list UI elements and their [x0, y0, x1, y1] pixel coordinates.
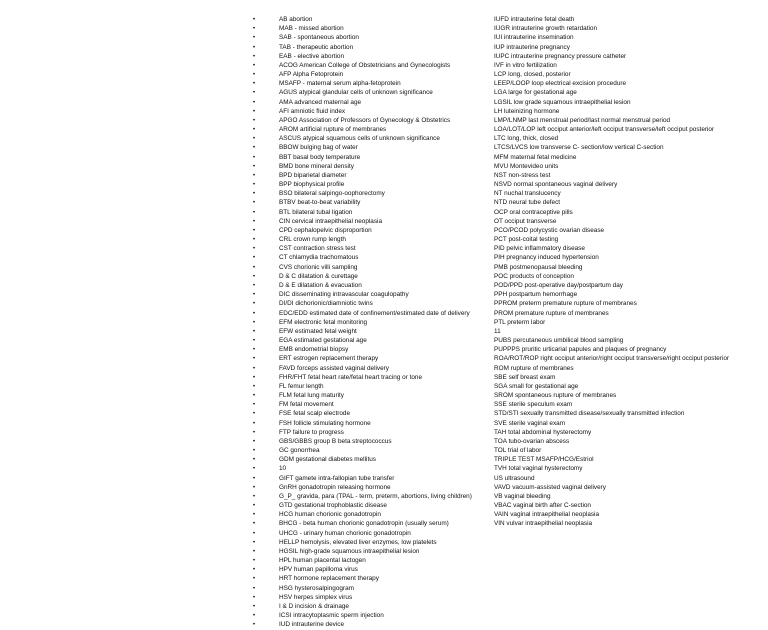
- list-item: HSG hysterosalpingogram: [279, 584, 354, 592]
- list-item: BMD bone mineral density: [279, 162, 354, 170]
- bullet-glyph: •: [252, 337, 256, 345]
- bullet-glyph: •: [252, 566, 256, 574]
- bullet-glyph: •: [252, 272, 256, 280]
- bullet-glyph: •: [252, 300, 256, 308]
- list-item: BHCG - beta human chorionic gonadotropin (usually serum): [279, 520, 449, 528]
- list-item: LEEP/LOOP loop electrical excision procedure: [494, 80, 627, 88]
- list-item: EDC/EDD estimated date of confinement/estimated date of delivery: [279, 309, 470, 317]
- bullet-glyph: •: [252, 43, 256, 51]
- bullet-glyph: •: [252, 603, 256, 610]
- bullet-glyph: •: [252, 318, 256, 326]
- list-item: TOA tubo-ovarian abscess: [494, 437, 570, 445]
- bullet-glyph: •: [252, 465, 256, 473]
- list-item: GnRH gonadotropin releasing hormone: [279, 483, 391, 491]
- list-item: PMB postmenopausal bleeding: [494, 263, 583, 271]
- list-item: FTP failure to progress: [279, 428, 344, 436]
- list-item: LTCS/LVCS low transverse C- section/low vertical C-section: [494, 144, 664, 152]
- bullet-glyph: •: [252, 410, 256, 418]
- list-item: D & E dilatation & evacuation: [279, 281, 362, 289]
- list-item: NTD neural tube defect: [494, 199, 561, 207]
- bullet-glyph: •: [252, 575, 256, 583]
- bullet-glyph: •: [252, 52, 256, 60]
- list-item: TOL trial of labor: [494, 447, 542, 455]
- list-item: POD/PPD post-operative day/postpartum day: [494, 281, 623, 289]
- bullet-glyph: •: [252, 621, 256, 629]
- list-item: 10: [279, 465, 287, 473]
- list-item: PTL preterm labor: [494, 318, 546, 326]
- list-item: CT chlamydia trachomatous: [279, 254, 359, 262]
- list-item: SROM spontaneous rupture of membranes: [494, 392, 617, 400]
- bullet-glyph: •: [252, 144, 256, 152]
- list-item: AB abortion: [279, 16, 313, 23]
- list-item: PROM premature rupture of membranes: [494, 309, 609, 317]
- bullet-glyph: •: [252, 511, 256, 519]
- bullet-glyph: •: [252, 25, 256, 33]
- list-item: PPH postpartum hemorrhage: [494, 291, 578, 299]
- list-item: AFP Alpha Fetoprotein: [279, 71, 344, 79]
- list-item: LGSIL low grade squamous intraepithelial lesion: [494, 98, 631, 106]
- list-item: GDM gestational diabetes mellitus: [279, 456, 376, 464]
- list-item: FSE fetal scalp electrode: [279, 410, 351, 418]
- list-item: SSE sterile speculum exam: [494, 401, 573, 409]
- bullet-glyph: •: [252, 382, 256, 390]
- list-item: GTD gestational trophoblastic disease: [279, 502, 387, 510]
- bullet-column: [250, 15, 258, 630]
- list-item: NT nuchal translucency: [494, 190, 561, 198]
- list-item: EGA estimated gestational age: [279, 337, 367, 345]
- list-item: EFM electronic fetal monitoring: [279, 318, 368, 326]
- bullet-glyph: •: [252, 171, 256, 179]
- list-item: OT occiput transverse: [494, 217, 557, 225]
- bullet-glyph: •: [252, 281, 256, 289]
- list-item: TVH total vaginal hysterectomy: [494, 465, 583, 473]
- list-item: UHCG - urinary human chorionic gonadotropin: [279, 529, 411, 537]
- bullet-glyph: •: [252, 291, 256, 299]
- list-item: PCT post-coital testing: [494, 236, 559, 244]
- list-item: SAB - spontaneous abortion: [279, 34, 359, 42]
- list-item: HCG human chorionic gonadotropin: [279, 511, 381, 519]
- list-item: HPV human papilloma virus: [279, 566, 358, 574]
- bullet-glyph: •: [252, 89, 256, 97]
- bullet-glyph: •: [252, 373, 256, 381]
- bullet-glyph: •: [252, 236, 256, 244]
- list-item: ICSI intracytoplasmic sperm injection: [279, 612, 384, 620]
- bullet-glyph: •: [252, 419, 256, 427]
- bullet-glyph: •: [252, 199, 256, 207]
- list-item: MVU Montevideo units: [494, 162, 559, 170]
- list-item: AGUS atypical glandular cells of unknown significance: [279, 89, 433, 97]
- list-item: BPP biophysical profile: [279, 181, 345, 189]
- list-item: HGSIL high-grade squamous intraepithelial lesion: [279, 547, 420, 555]
- bullet-glyph: •: [252, 153, 256, 161]
- bullet-glyph: •: [252, 226, 256, 234]
- list-item: IUD intrauterine device: [279, 621, 345, 629]
- list-item: PCO/PCOD polycystic ovarian disease: [494, 226, 605, 234]
- list-item: FM fetal movement: [279, 401, 334, 409]
- list-item: NST non-stress test: [494, 171, 551, 179]
- bullet-glyph: •: [252, 392, 256, 400]
- list-item: D & C dilatation & curettage: [279, 272, 358, 280]
- list-item: VIN vulvar intraepithelial neoplasia: [494, 520, 593, 528]
- list-item: CRL crown rump length: [279, 236, 346, 244]
- bullet-glyph: •: [252, 181, 256, 189]
- list-item: FAVD forceps assisted vaginal delivery: [279, 364, 389, 372]
- list-item: LMP/LNMP last menstrual period/last normal menstrual period: [494, 116, 671, 124]
- list-item: IUFD intrauterine fetal death: [494, 16, 575, 23]
- list-item: HPL human placental lactogen: [279, 557, 366, 565]
- list-item: PUPPPS pruritic urticarial papules and plaques of pregnancy: [494, 346, 667, 354]
- list-item: OCP oral contraceptive pills: [494, 208, 573, 216]
- bullet-glyph: •: [252, 557, 256, 565]
- list-item: AFI amniotic fluid index: [279, 107, 346, 115]
- list-item: DIC disseminating intravascular coagulopathy: [279, 291, 409, 299]
- list-item: EAB - elective abortion: [279, 52, 345, 60]
- list-item: GC gonorrhea: [279, 447, 320, 455]
- bullet-glyph: •: [252, 217, 256, 225]
- bullet-glyph: •: [252, 346, 256, 354]
- list-item: STD/STI sexually transmitted disease/sexually transmitted infection: [494, 410, 685, 418]
- list-item: I & D incision & drainage: [279, 603, 349, 610]
- bullet-glyph: •: [252, 135, 256, 143]
- list-item: US ultrasound: [494, 474, 535, 482]
- list-item: CPD cephalopelvic disproportion: [279, 226, 372, 234]
- bullet-glyph: •: [252, 263, 256, 271]
- list-item: HSV herpes simplex virus: [279, 593, 353, 601]
- bullet-glyph: •: [252, 547, 256, 555]
- bullet-glyph: •: [252, 61, 256, 69]
- bullet-glyph: •: [252, 126, 256, 134]
- list-item: NSVD normal spontaneous vaginal delivery: [494, 181, 618, 189]
- bullet-glyph: •: [252, 584, 256, 592]
- list-item: VB vaginal bleeding: [494, 492, 551, 500]
- list-item: VBAC vaginal birth after C-section: [494, 502, 591, 510]
- list-item: BPD biparietal diameter: [279, 171, 347, 179]
- bullet-glyph: •: [252, 190, 256, 198]
- list-item: SVE sterile vaginal exam: [494, 419, 566, 427]
- list-item: TRIPLE TEST MSAFP/HCG/Estriol: [494, 456, 594, 464]
- list-item: GIFT gamete intra-fallopian tube transfer: [279, 474, 395, 482]
- bullet-glyph: •: [252, 208, 256, 216]
- list-item: MSAFP - maternal serum alpha-fetoprotein: [279, 80, 401, 88]
- bullet-glyph: •: [252, 520, 256, 528]
- bullet-glyph: •: [252, 483, 256, 491]
- bullet-glyph: •: [252, 71, 256, 79]
- bullet-glyph: •: [252, 474, 256, 482]
- list-item: LOA/LOT/LOP left occiput anterior/left occiput transverse/left occiput posterior: [494, 126, 715, 134]
- list-item: DI/DI dichorionic/diamniotic twins: [279, 300, 373, 308]
- bullet-glyph: •: [252, 116, 256, 124]
- bullet-glyph: •: [252, 456, 256, 464]
- bullet-glyph: •: [252, 80, 256, 88]
- list-item: IUPC intrauterine pregnancy pressure catheter: [494, 52, 627, 60]
- bullet-glyph: •: [252, 245, 256, 253]
- list-item: TAB - therapeutic abortion: [279, 43, 354, 51]
- bullet-glyph: •: [252, 327, 256, 335]
- list-item: VAVD vacuum-assisted vaginal delivery: [494, 483, 607, 491]
- list-item: IUGR intrauterine growth retardation: [494, 25, 598, 33]
- list-item: BTBV beat-to-beat variability: [279, 199, 361, 207]
- bullet-glyph: •: [252, 355, 256, 363]
- list-item: MFM maternal fetal medicine: [494, 153, 577, 161]
- list-item: AMA advanced maternal age: [279, 98, 362, 106]
- bullet-glyph: •: [252, 107, 256, 115]
- list-item: PUBS percutaneous umbilical blood sampling: [494, 337, 624, 345]
- list-item: CVS chorionic villi sampling: [279, 263, 358, 271]
- list-item: LH luteinizing hormone: [494, 107, 560, 115]
- list-item: FL femur length: [279, 382, 324, 390]
- list-item: APGO Association of Professors of Gynecology & Obstetrics: [279, 116, 451, 124]
- list-item: TAH total abdominal hysterectomy: [494, 428, 592, 436]
- list-item: FSH follicle stimulating hormone: [279, 419, 371, 427]
- bullet-glyph: •: [252, 538, 256, 546]
- bullet-glyph: •: [252, 364, 256, 372]
- bullet-glyph: •: [252, 447, 256, 455]
- list-item: 11: [494, 327, 501, 335]
- list-item: ASCUS atypical squamous cells of unknown significance: [279, 135, 440, 143]
- bullet-glyph: •: [252, 34, 256, 42]
- list-item: HELLP hemolysis, elevated liver enzymes, low platelets: [279, 538, 437, 546]
- list-item: EFW estimated fetal weight: [279, 327, 357, 335]
- abbreviation-list-left: [279, 15, 509, 630]
- list-item: ROM rupture of membranes: [494, 364, 574, 372]
- list-item: HRT hormone replacement therapy: [279, 575, 379, 583]
- abbreviation-list-right: [494, 15, 759, 529]
- bullet-glyph: •: [252, 437, 256, 445]
- bullet-glyph: •: [252, 16, 256, 23]
- bullet-glyph: •: [252, 593, 256, 601]
- list-item: G_P_ gravida, para (TPAL - term, preterm, abortions, living children): [279, 492, 472, 500]
- bullet-glyph: •: [252, 612, 256, 620]
- list-item: LCP long, closed, posterior: [494, 71, 571, 79]
- list-item: SGA small for gestational age: [494, 382, 579, 390]
- list-item: CIN cervical intraepithelial neoplasia: [279, 217, 383, 225]
- bullet-glyph: •: [252, 254, 256, 262]
- bullet-glyph: •: [252, 309, 256, 317]
- list-item: IVF in vitro fertilization: [494, 61, 557, 69]
- list-item: PIH pregnancy induced hypertension: [494, 254, 599, 262]
- bullet-glyph: •: [252, 162, 256, 170]
- list-item: ACOG American College of Obstetricians and Gynecologists: [279, 61, 451, 69]
- bullet-glyph: •: [252, 401, 256, 409]
- list-item: ROA/ROT/ROP right occiput anterior/right occiput transverse/right occiput posterior: [494, 355, 730, 363]
- list-item: VAIN vaginal intraepithelial neoplasia: [494, 511, 600, 519]
- list-item: BTL bilateral tubal ligation: [279, 208, 353, 216]
- list-item: PID pelvic inflammatory disease: [494, 245, 585, 253]
- list-item: IUP intrauterine pregnancy: [494, 43, 570, 51]
- list-item: LTC long, thick, closed: [494, 135, 559, 143]
- list-item: FHR/FHT fetal heart rate/fetal heart tracing or tone: [279, 373, 423, 381]
- list-item: POC products of conception: [494, 272, 574, 280]
- list-item: BSO bilateral salpingo-oophorectomy: [279, 190, 385, 198]
- bullet-glyph: •: [252, 98, 256, 106]
- list-item: MAB - missed abortion: [279, 25, 344, 33]
- list-item: FLM fetal lung maturity: [279, 392, 344, 400]
- bullet-glyph: •: [252, 492, 256, 500]
- bullet-glyph: •: [252, 428, 256, 436]
- bullet-glyph: •: [252, 529, 256, 537]
- list-item: BBT basal body temperature: [279, 153, 361, 161]
- list-item: CST contraction stress test: [279, 245, 356, 253]
- list-item: EMB endometrial biopsy: [279, 346, 349, 354]
- list-item: ERT estrogen replacement therapy: [279, 355, 379, 363]
- list-item: GBS/GBBS group B beta streptococcus: [279, 437, 392, 445]
- list-item: PPROM preterm premature rupture of membranes: [494, 300, 637, 308]
- list-item: SBE self breast exam: [494, 373, 556, 381]
- list-item: BBOW bulging bag of water: [279, 144, 358, 152]
- list-item: LGA large for gestational age: [494, 89, 577, 97]
- list-item: AROM artificial rupture of membranes: [279, 126, 387, 134]
- bullet-glyph: •: [252, 502, 256, 510]
- list-item: IUI intrauterine insemination: [494, 34, 574, 42]
